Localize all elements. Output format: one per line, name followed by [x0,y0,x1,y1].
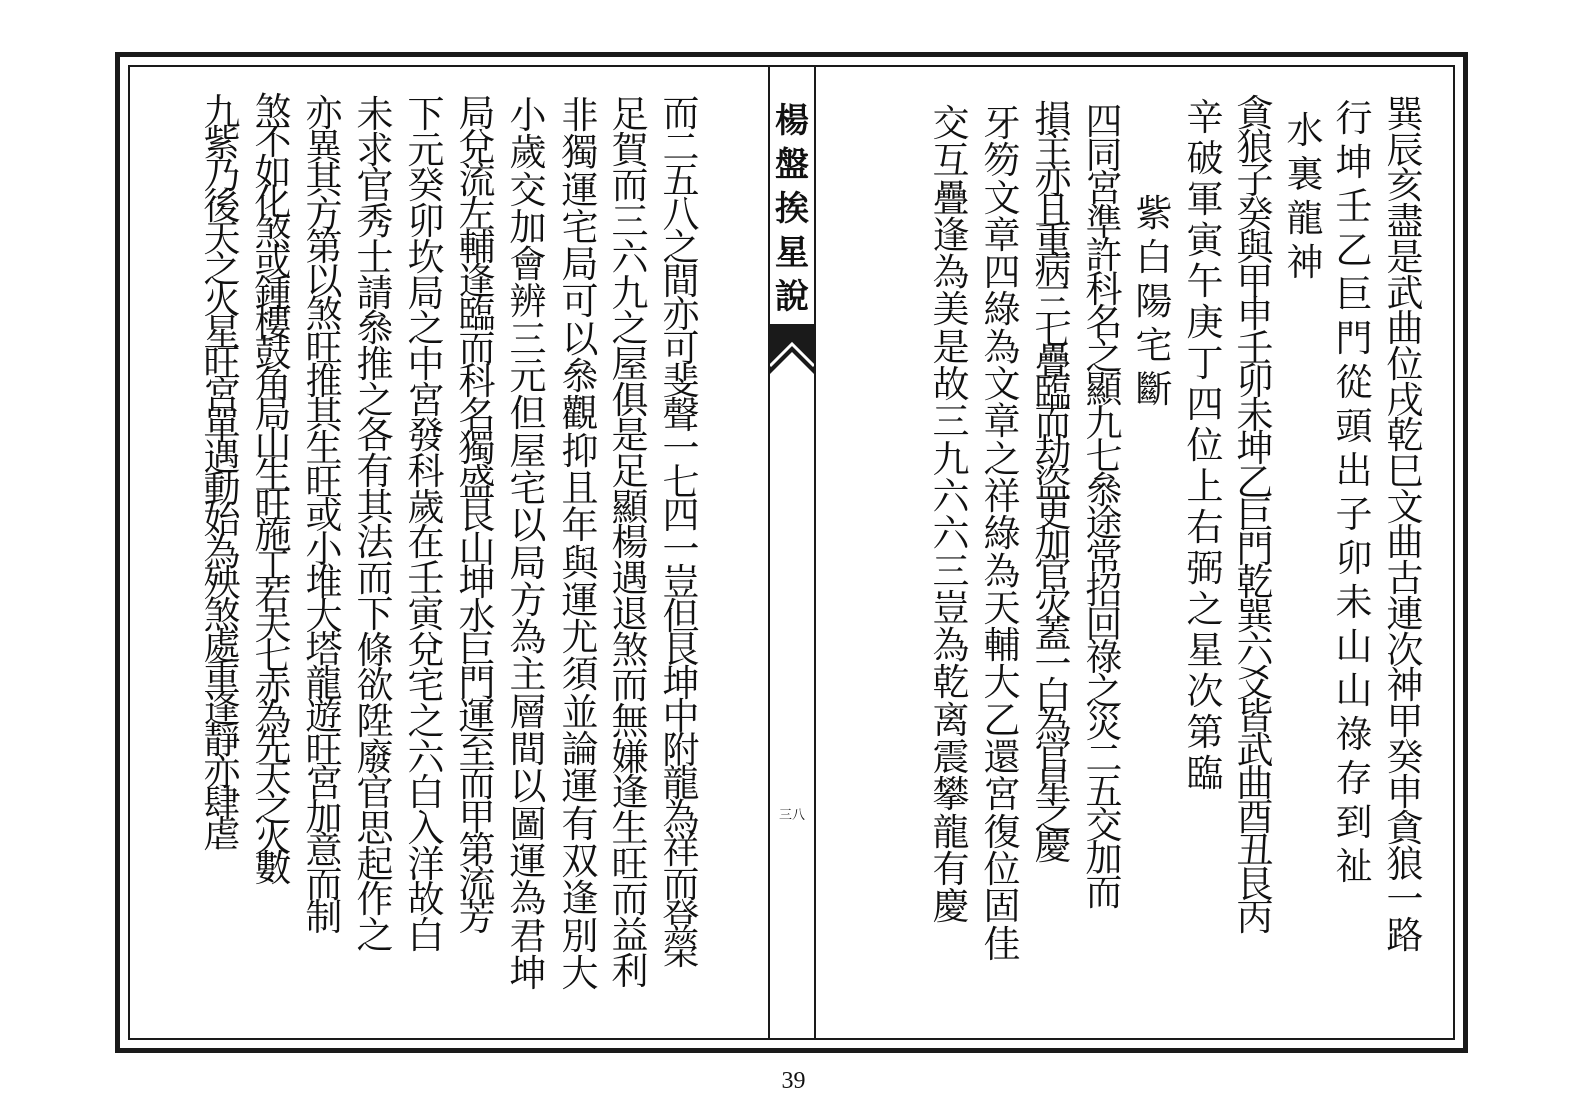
section-heading: 水 裏 龍 神 [1286,109,1324,284]
text-column: 下 元 癸 卯 坎 局 之 中 宮 發 科 歲 在 壬 寅 兌 宅 之 六 白 入 洋 故 白 [407,93,445,958]
section-heading: 紫 白 陽 宅 斷 [1135,192,1173,411]
book-spread [115,52,1468,1053]
text-column: 足 賀 而 三 六 九 之 屋 俱 是 足 顯 楊 遇 退 煞 而 無 嫌 逢 生 旺 而 益 利 [611,93,649,993]
text-column: 未 求 官 秀 士 請 叅 推 之 各 有 其 法 而 下 條 欲 陞 廢 官 思 起 作 之 [356,93,394,958]
page-number: 39 [781,1068,806,1094]
text-column: 亦 異 其 方 第 以 煞 旺 推 其 生 旺 或 小 堆 大 塔 龍 遊 旺 宮 加 意 而 制 [305,92,343,939]
text-column: 小 歲 交 加 會 辨 三 元 但 屋 宅 以 局 方 為 主 層 間 以 圖 運 為 君 坤 [509,94,547,995]
text-column: 牙 笏 文 章 四 綠 為 文 章 之 祥 綠 為 天 輔 大 乙 還 宮 復 位 固 佳 [983,102,1021,966]
text-column: 四 同 宮 準 許 科 名 之 顯 九 七 叅 途 常 招 回 祿 之 災 二 五 交 加 而 [1085,100,1123,914]
fishtail-mark [770,324,814,374]
right-page [816,67,1453,1038]
folio-number: 三八 [778,808,805,823]
text-column: 損 主 亦 且 重 病 三 七 疊 臨 而 劫 盜 更 加 官 灾 蓋 一 白 為 官 星 之 慶 [1034,98,1072,869]
book-spine [768,67,816,1038]
text-column: 貪 狼 子 癸 與 甲 申 壬 卯 未 坤 乙 巨 門 乾 巽 六 爻 皆 武 曲 酉 丑 艮 丙 [1236,92,1274,939]
text-column: 交 互 疊 逢 為 美 是 故 三 九 六 六 三 豈 為 乾 离 震 攀 龍 有 慶 [932,102,970,929]
text-column: 行 坤 壬 乙 巨 門 從 頭 出 子 卯 未 山 山 祿 存 到 祉 [1335,97,1373,888]
text-column: 非 獨 運 宅 局 可 以 叅 觀 抑 且 年 與 運 尤 須 並 論 運 有 双 逢 別 大 [561,94,599,995]
text-column: 而 二 五 八 之 間 亦 可 斐 聲 一 七 四 一 豈 但 艮 坤 中 附 龍 為 祥 而 登 榮 [662,92,700,973]
text-column: 局 兌 流 左 輔 逢 臨 而 科 名 獨 盛 艮 山 坤 水 巨 門 運 至 而 甲 第 流 芳 [458,92,496,939]
text-column: 九 紫 乃 後 天 之 火 星 旺 宮 單 遇 動 始 為 殃 煞 處 重 逢 靜 亦 肆 虐 [203,91,241,857]
text-column: 辛 破 軍 寅 午 庚 丁 四 位 上 右 弼 之 星 次 第 臨 [1186,96,1224,795]
text-column: 煞 不 如 化 煞 或 鍾 樓 鼓 角 局 山 生 旺 施 工 若 夫 七 赤 為 先 天 之 火 數 [254,90,292,891]
left-page [130,67,768,1038]
inner-frame [128,65,1455,1040]
text-column: 巽 辰 亥 盡 是 武 曲 位 戌 乾 巳 文 曲 古 連 次 神 甲 癸 申 貪 狼 一 路 [1386,93,1424,958]
spine-title: 楊 盤 挨 星 說 [775,101,809,317]
